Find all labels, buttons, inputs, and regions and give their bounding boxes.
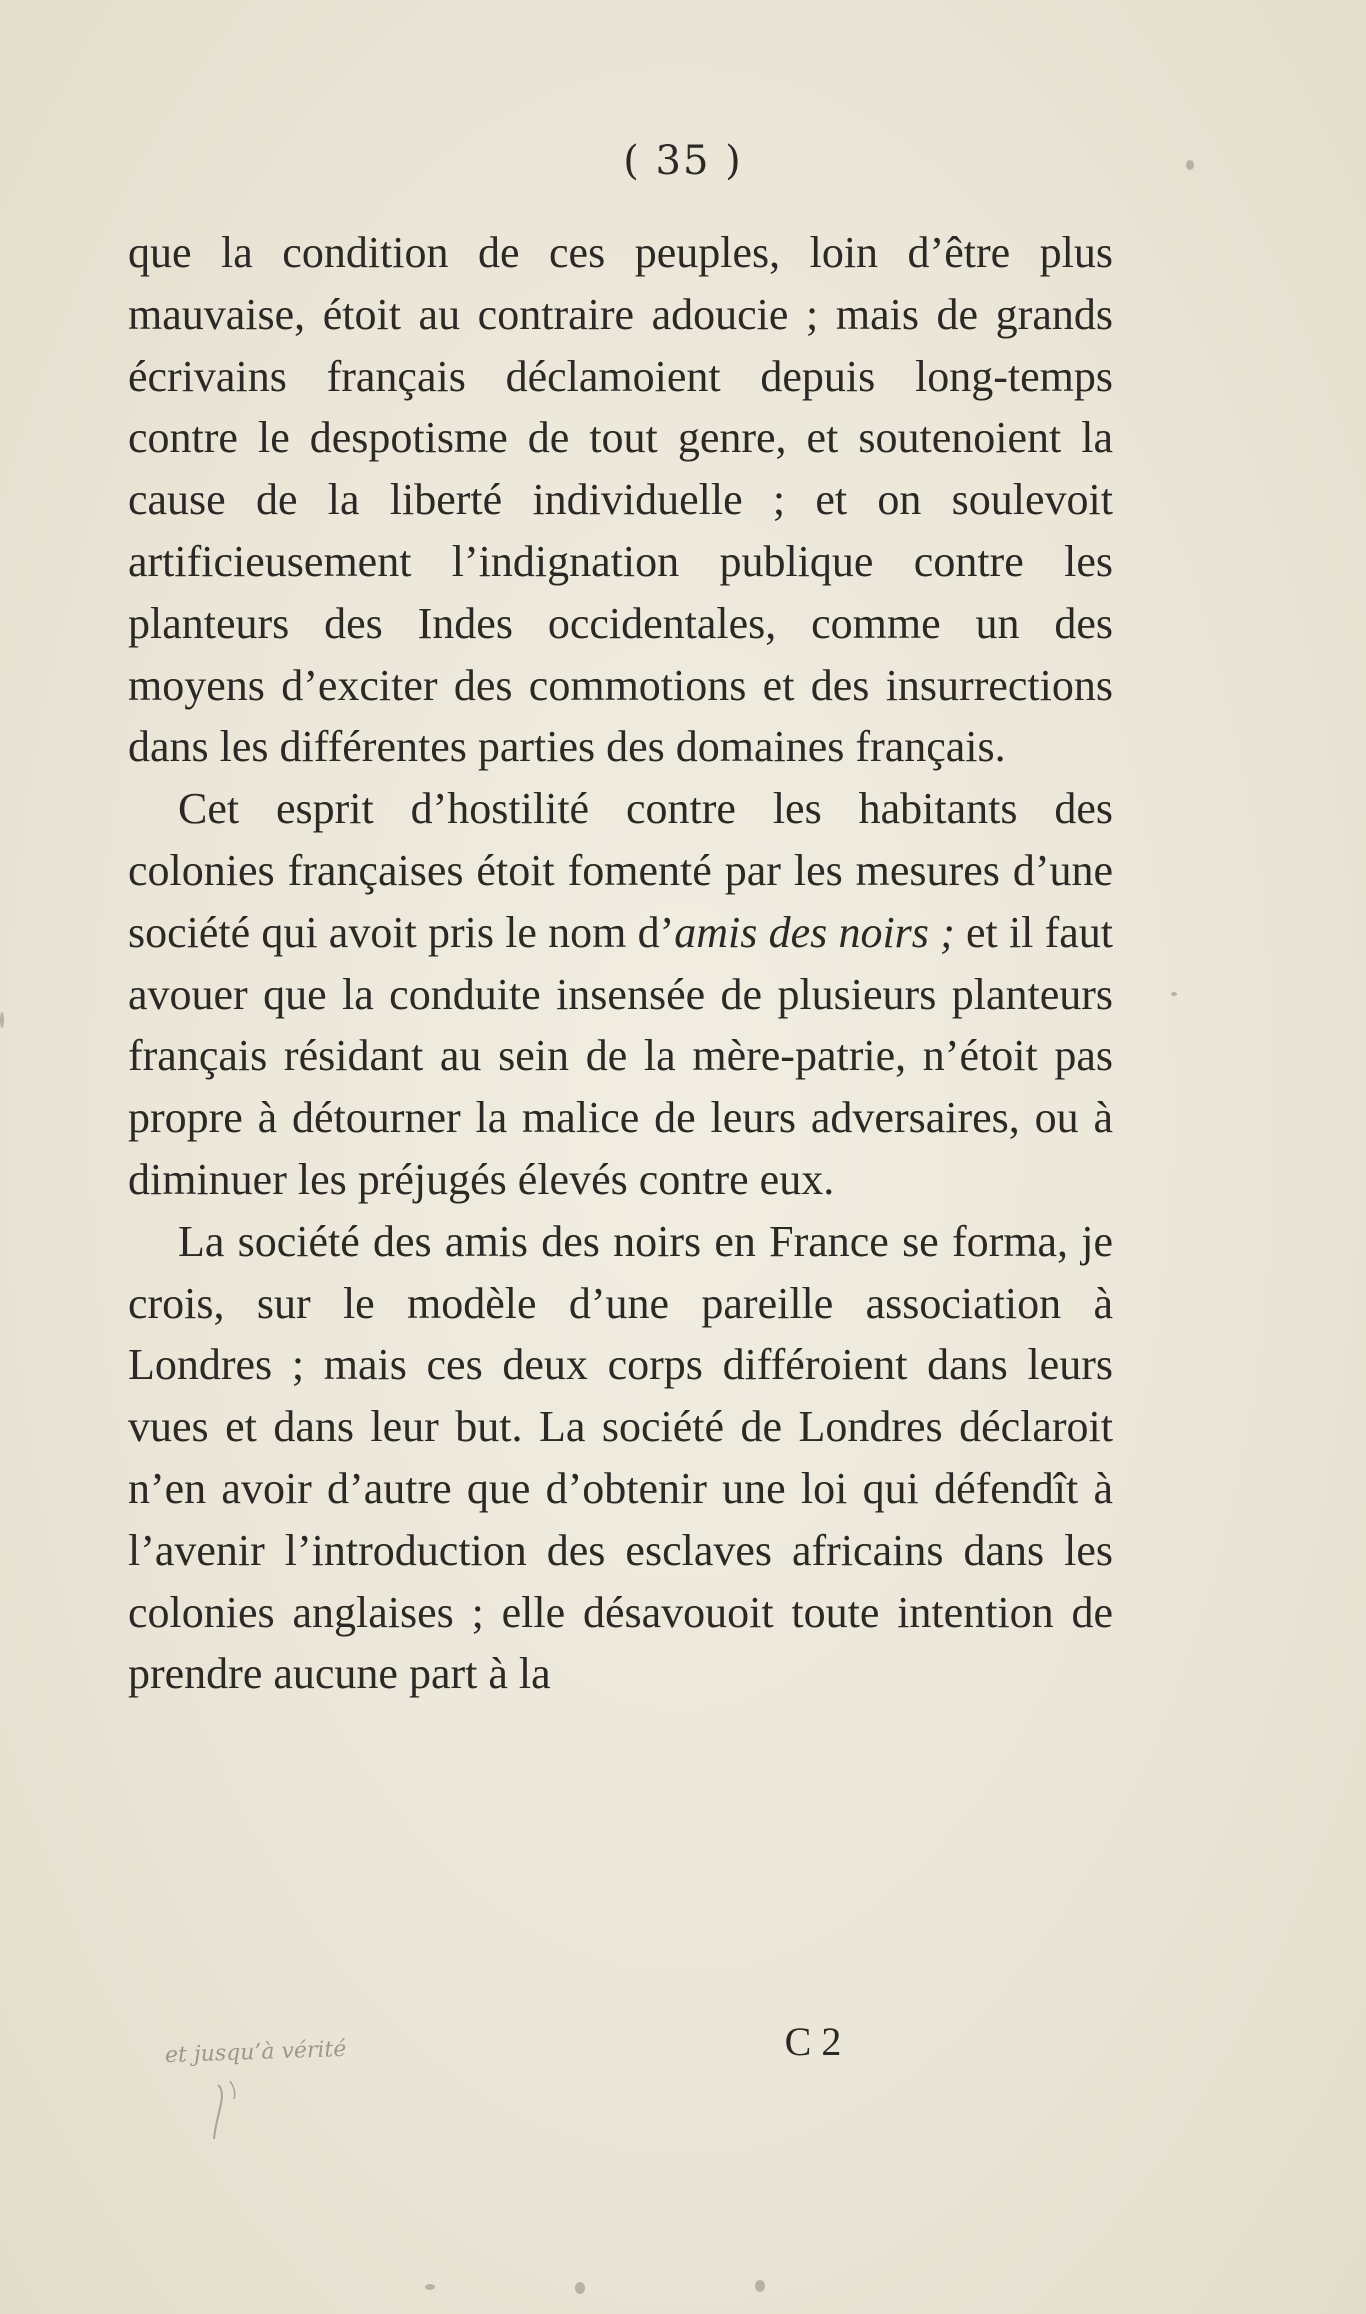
body-text [128,222,1113,1705]
paper-speck [575,2282,585,2294]
pencil-annotation: et jusqu’à vérité [164,2036,347,2069]
paragraph-3-text: La société des amis des noirs en France se forma, je crois, sur le modèle d’une pareille association à Londres ; mais ces deux corps différoient dans leurs vues et dans leur but. La société de Londres déclaroit n’en avoir d’autre que d’obtenir une loi qui défendît à l’avenir l’introduction des esclaves africains dans les colonies anglaises ; elle désavouoit toute intention de prendre aucune part à la [128,1216,1113,1699]
paragraph-2 [128,778,1113,1211]
paper-speck [0,1012,4,1028]
paper-speck [425,2284,435,2290]
paragraph-1 [128,222,1113,778]
paragraph-2-text-before: Cet esprit d’hostilité contre les habitants des colonies françaises étoit fomenté par les mesures d’une société qui avoit pris le nom d’ [128,784,1113,957]
paper-speck [1186,160,1194,170]
pencil-stroke-icon [210,2075,270,2145]
paragraph-2-text-after: et il faut avouer que la conduite insensée de plusieurs planteurs français résidant au sein de la mère-patrie, n’étoit pas propre à détourner la malice de leurs adversaires, ou à diminuer les préjugés élevés contre eux. [128,907,1114,1204]
paper-speck [1171,992,1177,996]
signature-mark: C 2 [784,2019,842,2064]
page-number-header: ( 35 ) [623,138,743,184]
paragraph-1-text: que la condition de ces peuples, loin d’être plus mauvaise, étoit au contraire adoucie ; mais de grands écrivains français déclamoient depuis long-temps contre le despotisme de tout genre, et soutenoient la cause de la liberté individuelle ; et on soulevoit artificieusement l’indignation publique contre les planteurs des Indes occidentales, comme un des moyens d’exciter des commotions et des insurrections dans les différentes parties des domaines français. [128,228,1113,772]
paragraph-3 [128,1211,1113,1705]
paper-speck [755,2280,765,2292]
paragraph-2-emphasis: amis des noirs ; [674,907,955,957]
